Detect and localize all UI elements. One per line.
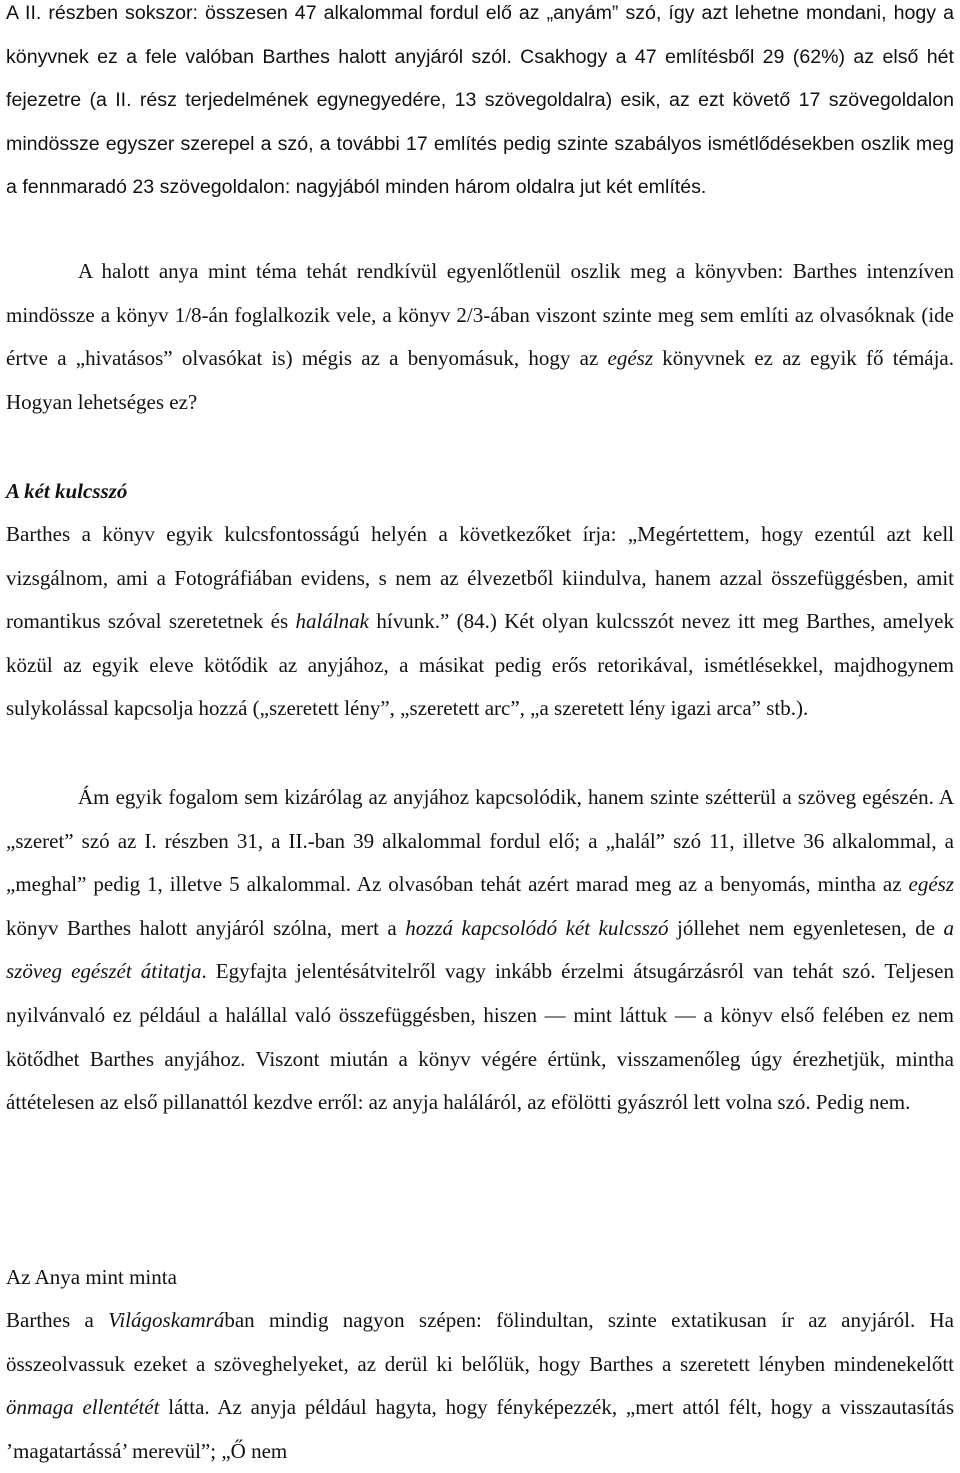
paragraph-text: és	[263, 609, 296, 634]
paragraph-text: jóllehet nem egyenletesen, de	[668, 915, 944, 940]
emphasis-text: önmaga ellentétét	[6, 1395, 160, 1420]
emphasis-text: halálnak	[295, 609, 370, 634]
emphasis-text: egész	[607, 346, 654, 371]
paragraph-text: Barthes a könyv egyik kulcsfontosságú helyén a következőket írja: „Megértettem, hogy ezentúl azt kell vizsgálnom, ami a Fotográfiában evidens, s nem az élvezetből kiindulva, hanem azzal összefüggésben, amit romantikus szóval	[6, 522, 954, 634]
emphasis-text: hozzá kapcsolódó két kulcsszó	[405, 915, 669, 940]
paragraph-kulcsszavak	[6, 513, 954, 731]
paragraph-text: Barthes a	[6, 1308, 109, 1332]
emphasis-text: a szöveg egészét átitatja	[6, 915, 954, 984]
paragraph-text: hívunk.” (84.) Két olyan kulcsszót nevez itt meg Barthes, amelyek közül az egyik eleve kötődik az anyjához, a másikat pedig erős retorikával, ismétlésekkel, majdhogynem sulykolással kapcsolja hozzá („szeretett lény”, „szeretett arc”, „a szeretett lény igazi arca” stb.).	[6, 609, 954, 721]
emphasis-text: egész	[908, 872, 954, 897]
paragraph-text: A halott anya mint téma tehát rendkívül egyenlőtlenül oszlik meg a könyvben: Barthes intenzíven mindössze a könyv 1/8-án foglalkozik vele, a könyv 2/3-ában viszont szinte meg sem említi az olvasóknak (ide értve a „hivatásos” olvasókat is) mégis az a benyomásuk, hogy az	[6, 259, 954, 371]
emphasis-text: Világoskamrá	[108, 1308, 225, 1332]
paragraph-text: könyvnek ez az egyik fő témája. Hogyan lehetséges ez?	[6, 346, 955, 414]
paragraph-anyam-count	[6, 0, 954, 210]
paragraph-text: látta. Az anyja például hagyta, hogy fényképezzék, „mert attól félt, hogy a visszautasítás ’magatartássá’ merevül”; „Ő nem	[6, 1395, 954, 1463]
paragraph-halott-anya	[6, 250, 954, 424]
paragraph-text: ban mindig nagyon szépen: fölindultan, szinte extatikusan ír az anyjáról. Ha összeolvassuk ezeket a szöveghelyeket, az derül ki belőlük, hogy Barthes a szeretett lényben mindenekelőtt	[6, 1308, 954, 1376]
paragraph-szeret-halal	[6, 776, 954, 1125]
paragraph-text: Ám egyik fogalom sem kizárólag az anyjához kapcsolódik, hanem szinte szétterül a szöveg egészén. A „szeret” szó az I. részben 31, a II.-ban 39 alkalommal fordul elő; a „halál” szó 11, illetve 36 alkalommal, a „meghal” pedig 1, illetve 5 alkalommal. Az olvasóban tehát azért marad meg az a benyomás, mintha az	[6, 785, 954, 897]
paragraph-text: szeretetnek	[168, 609, 264, 634]
section-heading-ket-kulcsszo: A két kulcsszó	[6, 479, 128, 503]
paragraph-text: könyv Barthes halott anyjáról szólna, mert a	[6, 915, 406, 940]
paragraph-text: . Egyfajta jelentésátvitelről vagy inkább érzelmi átsugárzásról van tehát szó. Teljesen nyilvánvaló ez például a halállal való összefüggésben, hiszen — mint láttuk — a könyv első felében ez nem kötődhet Barthes anyjához. Viszont miután a könyv végére értünk, visszamenőleg úgy érezhetjük, mintha áttételesen az első pillanattól kezdve erről: az anyja haláláról, az efölötti gyászról lett volna szó. Pedig nem.	[6, 959, 954, 1115]
paragraph-vilagoskamra	[6, 1299, 954, 1473]
paragraph-text: A II. részben sokszor: összesen 47 alkalommal fordul elő az „anyám” szó, így azt lehetne mondani, hogy a könyvnek ez a fele valóban Barthes halott anyjáról szól. Csakhogy a 47 említésből 29 (62%) az első hét fejezetre (a II. rész terjedelmének egynegyedére, 13 szövegoldalra) esik, az ezt követő 17 szövegoldalon mindössze egyszer szerepel a szó, a további 17 említés pedig szinte szabályos ismétlődésekben oszlik meg a fennmaradó 23 szövegoldalon: nagyjából minden három oldalra jut két említés.	[6, 2, 954, 199]
section-heading-anya-mint-minta: Az Anya mint minta	[6, 1265, 177, 1289]
